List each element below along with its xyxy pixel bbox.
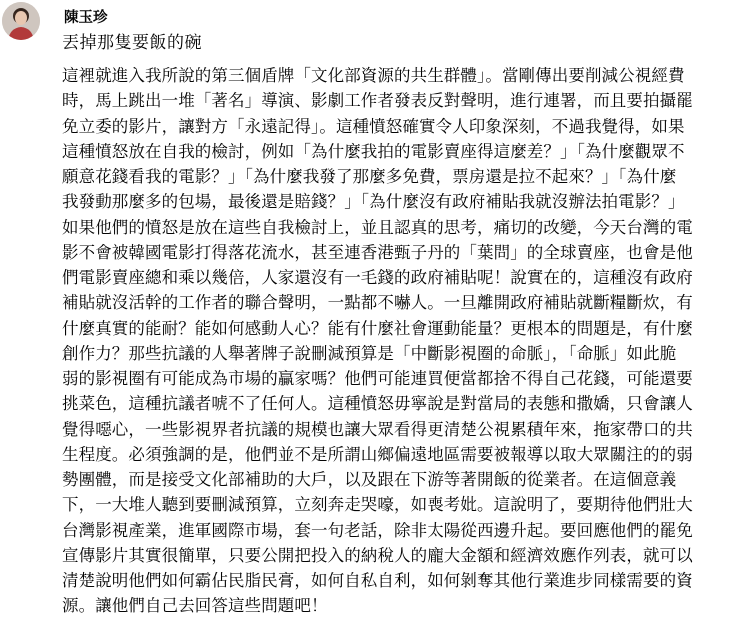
post-body [62, 63, 738, 619]
post-body-line: 這裡就進入我所說的第三個盾牌「文化部資源的共生群體」。當剛傳出要削減公視經費 [62, 66, 685, 85]
post-header [0, 0, 740, 60]
post-body-line: 如果他們的憤怒是放在這些自我檢討上，並且認真的思考，痛切的改變，今天台灣的電 [62, 217, 693, 237]
post-body-line: 勢團體，而是接受文化部補助的大戶，以及跟在下游等著開飯的從業者。在這個意義 [62, 470, 677, 489]
post-body-line: 創作力？那些抗議的人舉著牌子說刪減預算是「中斷影視圈的命脈」，「命脈」如此脆 [62, 343, 677, 363]
post-body-line: 影不會被韓國電影打得落花流水，甚至連香港甄子丹的「葉問」的全球賣座，也會是他 [62, 242, 693, 262]
post-body-line: 這種憤怒放在自我的檢討，例如「為什麼我拍的電影賣座得這麼差？」「為什麼觀眾不 [62, 141, 685, 161]
post-body-line: 弱的影視圈有可能成為市場的贏家嗎？他們可能連買便當都捨不得自己花錢，可能還要 [62, 369, 693, 388]
author-name[interactable]: 陳玉珍 [64, 10, 108, 26]
author-avatar[interactable] [2, 2, 40, 40]
post-body-line: 什麼真實的能耐？能如何感動人心？能有什麼社會運動能量？更根本的問題是，有什麼 [62, 318, 693, 338]
post-body-line: 願意花錢看我的電影？」「為什麼我發了那麼多免費，票房還是拉不起來？」「為什麼 [62, 167, 677, 186]
post-body-line: 免立委的影片，讓對方「永遠記得」。這種憤怒確實令人印象深刻，不過我覺得，如果 [62, 116, 685, 136]
avatar-portrait-icon [2, 2, 40, 40]
post-body-line: 挑菜色，這種抗議者唬不了任何人。這種憤怒毋寧說是對當局的表態和撒嬌，只會讓人 [62, 394, 693, 414]
post-body-line: 宣傳影片其實很簡單，只要公開把投入的納稅人的龐大金額和經濟效應作列表，就可以 [62, 545, 693, 565]
post-title: 丟掉那隻要飯的碗 [62, 33, 202, 53]
post-body-line: 覺得噁心，一些影視界者抗議的規模也讓大眾看得更清楚公視累積年來，拖家帶口的共 [62, 419, 693, 439]
post-body-line: 清楚說明他們如何霸佔民脂民膏，如何自私自利，如何剝奪其他行業進步同樣需要的資 [62, 571, 693, 590]
post-body-line: 下，一大堆人聽到要刪減預算，立刻奔走哭嚎，如喪考妣。這說明了，要期待他們壯大 [62, 495, 693, 515]
post-body-line: 源。讓他們自己去回答這些問題吧！ [62, 596, 328, 616]
post-body-line: 台灣影視產業，進軍國際市場，套一句老話，除非太陽從西邊升起。要回應他們的罷免 [62, 520, 693, 540]
post-body-line: 補貼就沒活幹的工作者的聯合聲明，一點都不嚇人。一旦離開政府補貼就斷糧斷炊，有 [62, 293, 693, 313]
post-body-line: 時，馬上跳出一堆「著名」導演、影劇工作者發表反對聲明，進行連署，而且要拍攝罷 [62, 91, 693, 111]
post-body-line: 生程度。必須強調的是，他們並不是所謂山鄉偏遠地區需要被報導以取大眾關注的的弱 [62, 444, 693, 464]
post-body-line: 們電影賣座總和乘以幾倍，人家還沒有一毛錢的政府補貼呢！說實在的，這種沒有政府 [62, 268, 693, 287]
post-body-line: 我發動那麼多的包場，最後還是賠錢？」「為什麼沒有政府補貼我就沒辦法拍電影？」 [62, 192, 685, 212]
